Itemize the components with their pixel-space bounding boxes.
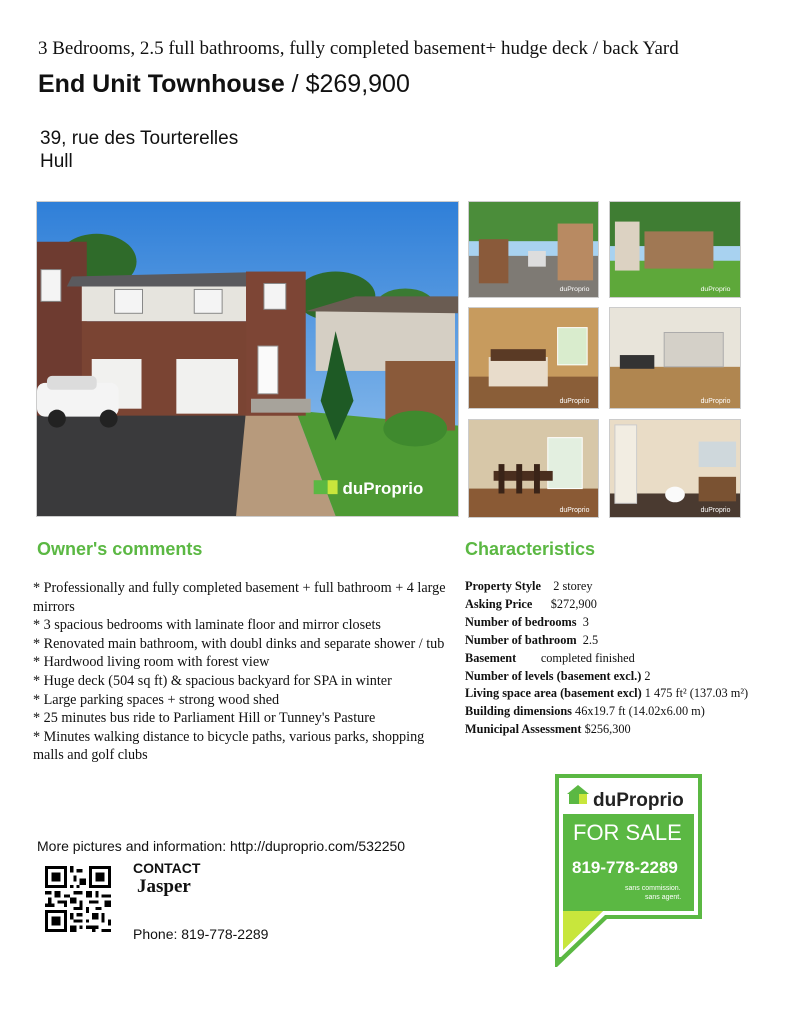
characteristic-value: 2 storey [553,579,593,593]
characteristic-label: Municipal Assessment [465,722,582,737]
contact-phone: Phone: 819-778-2289 [133,926,269,942]
list-item: * Minutes walking distance to bicycle paths, various parks, shopping malls and golf clubs [33,728,425,764]
svg-text:duProprio: duProprio [700,507,731,515]
basement-image [610,308,740,408]
listing-title [38,70,410,99]
address-street: 39, rue des Tourterelles [40,128,239,149]
bedroom-image [469,308,598,408]
for-sale-sign [555,774,702,967]
thumbnail-deck[interactable] [468,201,599,298]
characteristic-value: 3 [582,614,589,629]
characteristic-value: $256,300 [584,722,631,737]
characteristic-row [465,721,765,739]
characteristic-label: Building dimensions [465,704,572,719]
characteristic-value: 46x19.7 ft (14.02x6.00 m) [575,704,705,719]
sign-tagline-2: sans agent. [645,894,682,901]
characteristic-label: Asking Price [465,596,533,611]
list-item: * Renovated main bathroom, with doubl dinks and separate shower / tub [33,635,445,652]
characteristic-label: Property Style [465,579,541,593]
characteristic-value: completed finished [540,650,635,665]
characteristic-row [465,632,765,650]
thumbnail-bedroom[interactable] [468,307,599,409]
svg-text:duProprio: duProprio [700,398,731,406]
listing-subtitle: 3 Bedrooms, 2.5 full bathrooms, fully completed basement+ hudge deck / back Yard [38,38,679,59]
main-house-photo[interactable] [36,201,459,517]
characteristic-row [465,578,765,596]
thumbnail-dining[interactable] [468,419,599,518]
characteristic-label: Number of bedrooms [465,614,577,629]
thumbnail-basement[interactable] [609,307,741,409]
list-item: * 25 minutes bus ride to Parliament Hill or Tunney's Pasture [33,710,376,727]
qr-code-icon[interactable] [45,866,111,932]
thumbnail-bathroom[interactable] [609,419,741,518]
dining-image [469,420,598,517]
characteristic-label: Number of levels (basement excl.) [465,668,642,683]
owner-comments-list [33,579,453,765]
svg-text:duProprio: duProprio [700,286,731,294]
characteristics-heading: Characteristics [465,539,596,559]
list-item: * Large parking spaces + strong wood shed [33,691,280,708]
deck-image [469,202,598,297]
sign-brand: duProprio [593,790,684,811]
house-exterior-image [37,202,458,516]
characteristic-row [465,614,765,632]
svg-text:duProprio: duProprio [559,286,590,294]
characteristic-value: 2 [644,668,651,683]
characteristic-row [465,703,765,721]
sign-phone: 819-778-2289 [572,858,678,877]
svg-text:duProprio: duProprio [342,479,424,499]
characteristic-label: Basement [465,650,517,665]
svg-text:duProprio: duProprio [559,507,590,515]
characteristic-label: Number of bathroom [465,632,577,647]
list-item: * Huge deck (504 sq ft) & spacious backyard for SPA in winter [33,672,392,689]
characteristics-list [465,578,765,739]
contact-label: CONTACT [133,860,201,876]
owner-comments-heading: Owner's comments [37,539,203,559]
more-info-link[interactable]: More pictures and information: http://duproprio.com/532250 [37,838,406,854]
backyard-image [610,202,740,297]
title-separator: / [284,70,306,98]
characteristic-row [465,685,765,703]
bathroom-image [610,420,740,517]
contact-name: Jasper [137,876,191,897]
thumbnail-backyard[interactable] [609,201,741,298]
characteristic-label: Living space area (basement excl) [465,686,642,701]
svg-text:duProprio: duProprio [559,398,590,406]
address-city: Hull [40,151,73,172]
list-item: * Professionally and fully completed basement + full bathroom + 4 large mirrors [33,580,446,615]
sign-tagline-1: sans commission. [625,885,681,892]
property-type: End Unit Townhouse [38,70,285,98]
characteristic-value: 2.5 [582,632,599,647]
characteristic-row [465,668,765,686]
characteristic-row [465,596,765,614]
listing-price: $269,900 [305,70,410,98]
characteristic-row [465,650,765,668]
characteristic-value: $272,900 [550,596,597,611]
sign-for-sale: FOR SALE [573,820,682,845]
characteristic-value: 1 475 ft² (137.03 m²) [644,686,749,701]
list-item: * 3 spacious bedrooms with laminate floor and mirror closets [33,617,381,634]
list-item: * Hardwood living room with forest view [33,654,270,671]
